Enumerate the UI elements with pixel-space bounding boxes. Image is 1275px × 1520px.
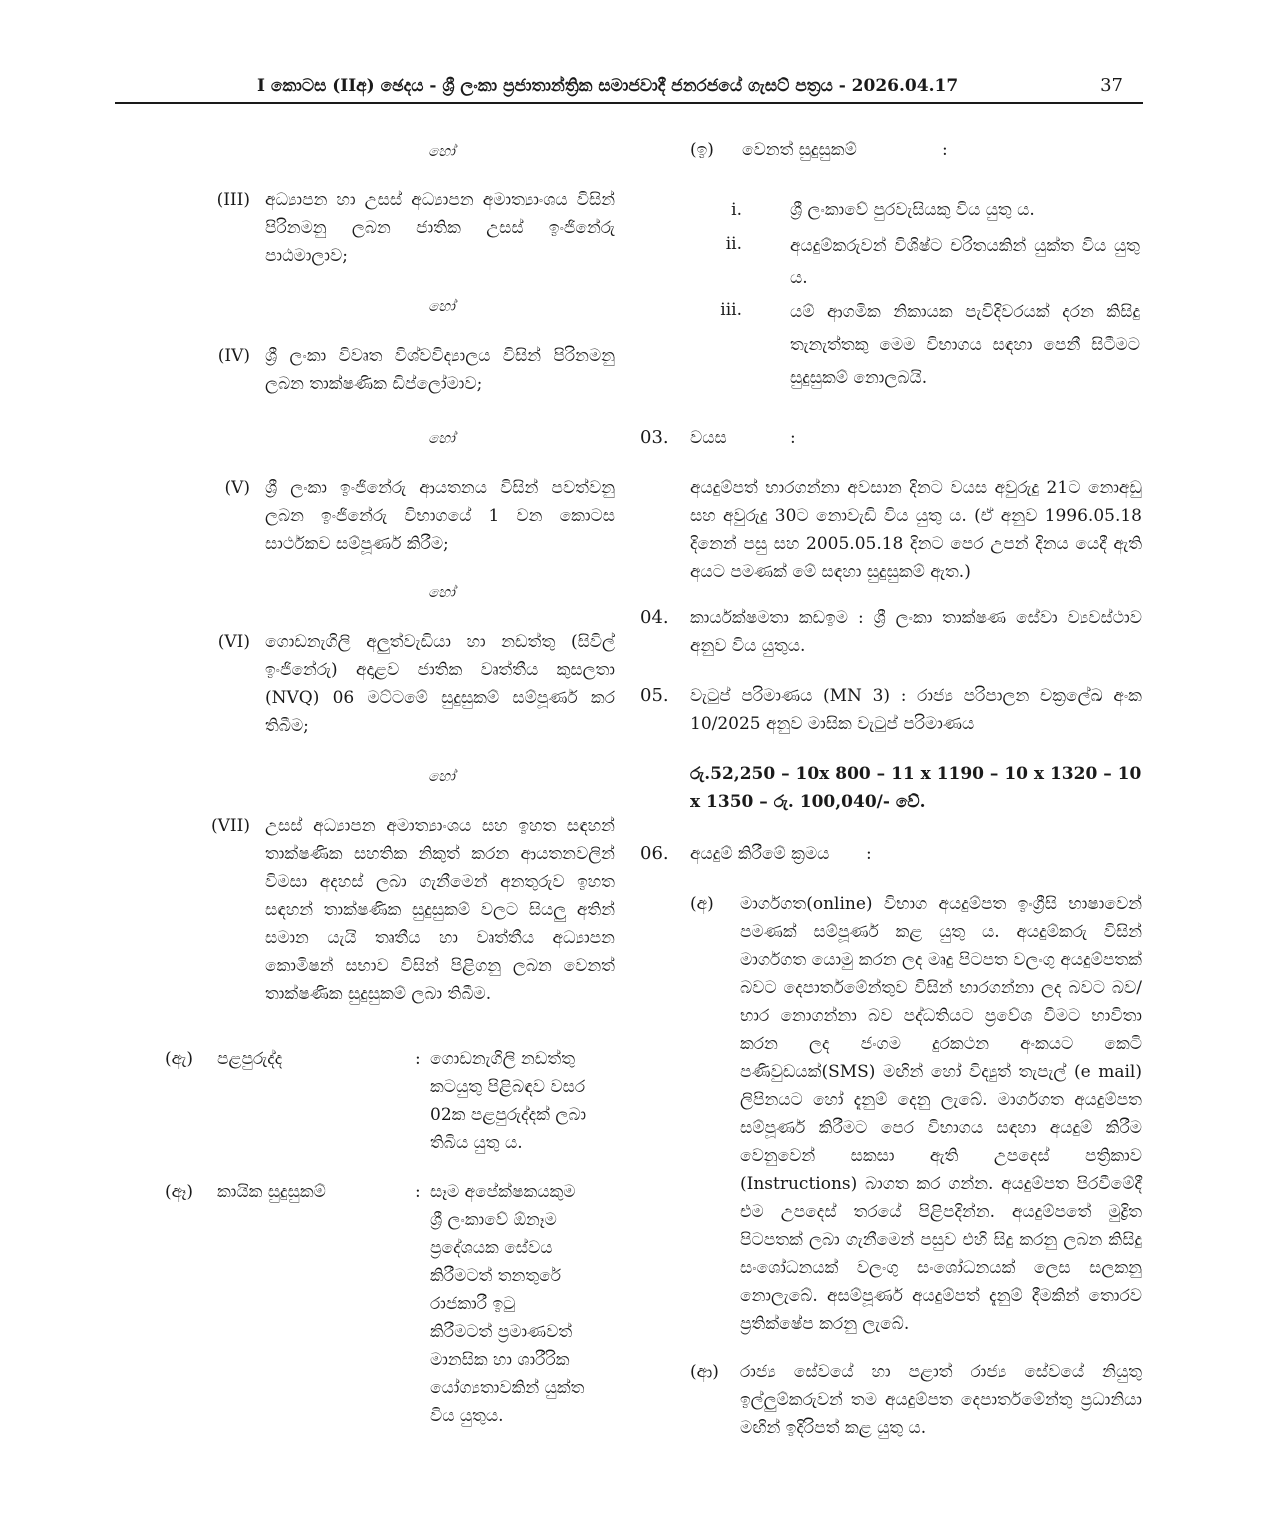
section-number: 06.	[640, 843, 669, 864]
text-line: කිරීමටත් තනතුරේ	[430, 1266, 561, 1286]
page-header	[115, 72, 1143, 104]
item-number: (III)	[216, 190, 250, 210]
or-label: හෝ	[428, 767, 455, 785]
text-line: විය යුතුය.	[430, 1406, 504, 1426]
item-text: උසස් අධ්‍යාපන අමාත්‍යාංශය සහ ඉහත සඳහන් තාක්ෂණික සහතික නිකුත් කරන ආයතනවලින් විමසා අදහස් ලබා ගැනීමෙන් අනතුරුව ඉහත සඳහන් තාක්ෂණික සුදුසුකම් වලට සියලු අතින් සමාන යැයි තෘතීය හා වෘත්තීය අධ්‍යාපන කොමිෂන් සභාව විසින් පිළිගනු ලබන වෙනත් තාක්ෂණික සුදුසුකම් ලබා තිබීම.	[265, 816, 615, 1004]
text-line: රාජකාරී ඉටු	[430, 1294, 516, 1314]
text-line: කිරීමටත් ප්‍රමාණවත්	[430, 1322, 573, 1342]
text-line: යෝග්‍යතාවකින් යුක්ත	[430, 1378, 585, 1398]
section-text: අයදුම්පත් භාරගන්නා අවසාන දිනට වයස අවුරුදු 21ට නොඅඩු සහ අවුරුදු 30ට නොවැඩි විය යුතු ය. (ඒ අනුව 1996.05.18 දිනෙන් පසු සහ 2005.05.18 දිනට පෙර උපන් දිනය යෙදී ඇති අයට පමණක් මේ සඳහා සුදුසුකම් ඇත.)	[690, 478, 1142, 582]
or-label: හෝ	[428, 429, 455, 447]
item-text: ශ්‍රී ලංකාවේ පුරවැසියකු විය යුතු ය.	[790, 200, 1035, 220]
or-label: හෝ	[428, 142, 455, 160]
text-line: ශ්‍රී ලංකාවේ ඕනෑම	[430, 1210, 557, 1230]
section-text: කාර්යක්ෂමතා කඩඉම : ශ්‍රී ලංකා තාක්ෂණ සේවා ව්‍යවස්ථාව අනුව විය යුතුය.	[690, 608, 1142, 656]
item-text: ශ්‍රී ලංකා විවෘත විශ්වවිද්‍යාලය විසින් පිරිනමනු ලබන තාක්ෂණික ඩිප්ලෝමාව;	[265, 346, 615, 394]
sub-text: මාර්ගගත(online) විභාග අයදුම්පත ඉංග්‍රීසි භාෂාවෙන් පමණක් සම්පූර්ණ කළ යුතු ය. අයදුම්කරු විසින් මාර්ගගත යොමු කරන ලද මෘදු පිටපත වලංගු අයදුම්පතක් බවට දෙපාර්තමේන්තුව විසින් භාරගන්නා ලද බවට බව/භාර නොගන්නා බව පද්ධතියට ප්‍රවේශ වීමට භාවිතා කරන ලද ජංගම දුරකථන අංකයට කෙටි පණිවුඩයක්(SMS) මඟින් හෝ විද්‍යුත් තැපැල් (e mail) ලිපිනයට හෝ දැනුම් දෙනු ලැබේ. මාර්ගගත අයදුම්පත සම්පූර්ණ කිරීමට පෙර විභාගය සඳහා අයදුම් කිරීම වෙනුවෙන් සකසා ඇති උපදෙස් පත්‍රිකාව (Instructions) බාගත කර ගන්න. අයදුම්පත පිරවීමේදී එම උපදෙස් තරයේ පිළිපදින්න. අයදුම්පතේ මුද්‍රිත පිටපතක් ලබා ගැනීමෙන් පසුව එහි සිදු කරනු ලබන කිසිදු සංශෝධනයක් වලංගු සංශෝධනයක් ලෙස සලකනු නොලැබේ. අසම්පූර්ණ අයදුම්පත් දැනුම් දීමකින් තොරව ප්‍රතික්ෂේප කරනු ලැබේ.	[740, 894, 1142, 1334]
section-colon: :	[942, 140, 948, 160]
section-title: පළපුරුද්ද	[217, 1049, 283, 1069]
section-text: වැටුප් පරිමාණය (MN 3) : රාජ්‍ය පරිපාලන චක්‍රලේඛ අංක 10/2025 අනුව මාසික වැටුප් පරිමාණය	[690, 686, 1142, 734]
text-line: 02ක පළපුරුද්දක් ලබා	[430, 1105, 587, 1125]
section-letter: (ඉ)	[690, 140, 714, 160]
or-label: හෝ	[428, 583, 455, 601]
item-number: (VI)	[217, 632, 250, 652]
section-letter: (ඇ)	[165, 1049, 194, 1069]
section-text	[430, 1178, 620, 1430]
section-title: වයස	[690, 428, 727, 448]
item-text: ශ්‍රී ලංකා ඉංජිනේරු ආයතනය විසින් පවත්වනු ලබන ඉංජිනේරු විභාගයේ 1 වන කොටස සාර්ථකව සම්පූර්ණ කිරීම;	[265, 478, 615, 554]
item-text: ගොඩනැගිලි අලුත්වැඩියා හා නඩත්තු (සිවිල් ඉංජිනේරු) අදාළව ජාතික වෘත්තීය කුසලතා (NVQ) 06 මට්ටමේ සුදුසුකම් සම්පූර්ණ කර තිබීම;	[265, 632, 615, 736]
section-number: 03.	[640, 427, 669, 448]
item-number: i.	[731, 200, 742, 220]
text-line: සෑම අපේක්ෂකයකුම	[430, 1182, 576, 1202]
section-colon: :	[866, 844, 872, 864]
item-text: යම් ආගමික නිකායක පැවිදිවරයක් දරන කිසිදු තැනැත්තකු මෙම විභාගය සඳහා පෙනී සිටීමට සුදුසුකම් නොලබයි.	[790, 302, 1140, 388]
page-number: 37	[1100, 75, 1123, 96]
item-text: අයදුම්කරුවන් විශිෂ්ට චරිතයකින් යුක්ත විය යුතු ය.	[790, 236, 1140, 288]
section-number: 05.	[640, 685, 669, 706]
item-number: ii.	[725, 234, 742, 254]
section-colon: :	[415, 1182, 421, 1202]
text-line: කටයුතු පිළිබඳව වසර	[430, 1077, 586, 1097]
sub-text: රාජ්‍ය සේවයේ හා පළාත් රාජ්‍ය සේවයේ නියුතු ඉල්ලුම්කරුවන් තම අයදුම්පත දෙපාර්තමේන්තු ප්‍රධානියා මඟින් ඉදිරිපත් කළ යුතු ය.	[740, 1362, 1142, 1438]
section-number: 04.	[640, 607, 669, 628]
item-number: (IV)	[217, 346, 250, 366]
item-number: iii.	[720, 300, 742, 320]
text-line: ගොඩනැගිලි නඩත්තු	[430, 1049, 576, 1069]
item-text: අධ්‍යාපන හා උසස් අධ්‍යාපන අමාත්‍යාංශය විසින් පිරිනමනු ලබන ජාතික උසස් ඉංජිනේරු පාඨමාලාව;	[265, 190, 615, 266]
salary-scale: රු.52,250 – 10x 800 – 11 x 1190 – 10 x 1320 – 10 x 1350 – රු. 100,040/- වේ.	[690, 764, 1142, 812]
section-letter: (ඈ)	[165, 1182, 194, 1202]
section-title: වෙනත් සුදුසුකම්	[742, 140, 857, 160]
section-title: කායික සුදුසුකම්	[217, 1182, 326, 1202]
header-title: I කොටස (IIඅ) ඡෙදය - ශ්‍රී ලංකා ප්‍රජාතාන්ත්‍රික සමාජවාදී ජනරජයේ ගැසට් පත්‍රය - 2026.04.17	[257, 76, 959, 96]
item-number: (VII)	[211, 816, 250, 836]
sub-letter: (ආ)	[690, 1362, 719, 1382]
text-line: මානසික හා ශාරීරික	[430, 1350, 570, 1370]
section-colon: :	[790, 428, 796, 448]
text-line: තිබිය යුතු ය.	[430, 1133, 523, 1153]
or-label: හෝ	[428, 297, 455, 315]
section-text	[430, 1045, 620, 1157]
section-title: අයදුම් කිරීමේ ක්‍රමය	[690, 844, 830, 864]
item-number: (V)	[224, 478, 250, 498]
section-colon: :	[415, 1049, 421, 1069]
sub-letter: (අ)	[690, 894, 714, 914]
text-line: ප්‍රදේශයක සේවය	[430, 1238, 553, 1258]
